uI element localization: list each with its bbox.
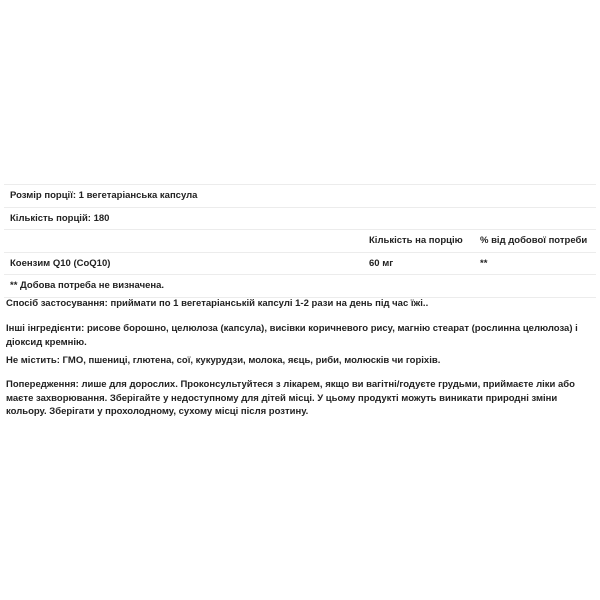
serving-size: Розмір порції: 1 вегетаріанська капсула: [10, 190, 198, 201]
serving-size-row: [4, 184, 596, 207]
ingredients-text: Інші інгредієнти: рисове борошно, целюлоза (капсула), висівки коричневого рису, магнію стеарат (рослинна целюлоза) і діоксид кремнію.: [6, 323, 578, 348]
header-daily-value: % від добової потреби: [480, 235, 588, 246]
ingredient-name: Коензим Q10 (CoQ10): [10, 257, 111, 269]
supplement-facts-table: [4, 184, 596, 298]
ingredient-amount: 60 мг: [369, 257, 394, 269]
warning-text: Попередження: лише для дорослих. Проконсультуйтеся з лікарем, якщо ви вагітні/годуєте грудьми, приймаєте ліки або маєте захворювання. Зберігайте у недоступному для дітей місці. У цьому продукті можуть виникати природні зміни кольору. Зберігати у прохолодному, сухому місці після розтину.: [6, 379, 575, 417]
footnote-row: [4, 274, 596, 298]
table-header-row: [4, 229, 596, 252]
table-row: [4, 252, 596, 275]
usage-text: Спосіб застосування: приймати по 1 вегетаріанській капсулі 1-2 рази на день під час їжі..: [6, 298, 429, 309]
ingredient-daily-value: **: [480, 257, 488, 269]
servings-count: Кількість порцій: 180: [10, 212, 110, 224]
servings-row: [4, 207, 596, 230]
footnote: ** Добова потреба не визначена.: [10, 280, 165, 291]
header-amount: Кількість на порцію: [369, 235, 463, 246]
free-of-text: Не містить: ГМО, пшениці, глютена, сої, кукурудзи, молока, яєць, риби, молюсків чи горіхів.: [6, 355, 441, 366]
